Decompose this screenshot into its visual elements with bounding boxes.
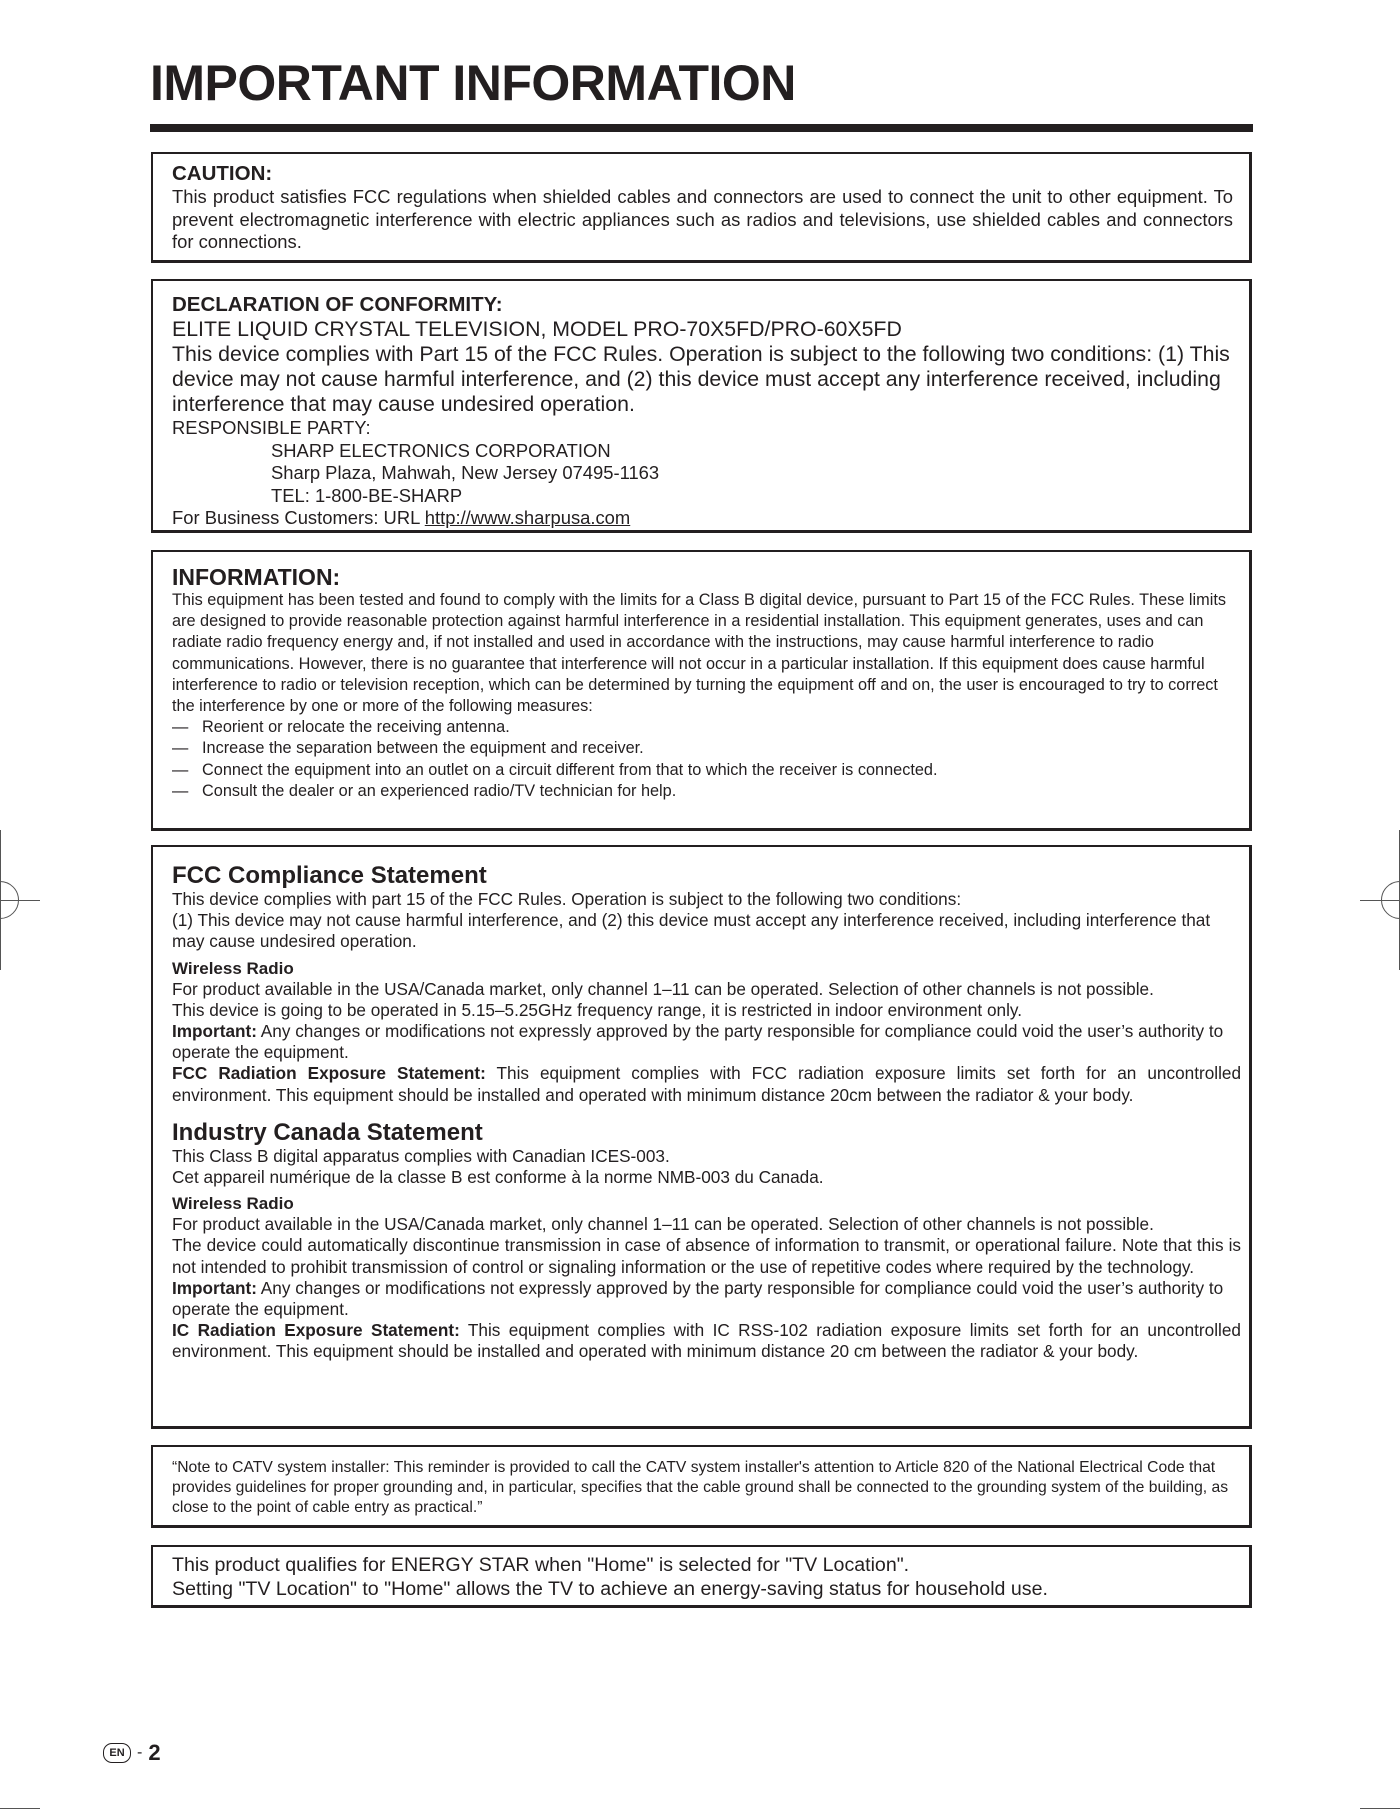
crop-mark-bottom-left xyxy=(0,1808,40,1809)
caution-box xyxy=(151,152,1252,263)
page-title: IMPORTANT INFORMATION xyxy=(150,55,796,111)
declaration-model: ELITE LIQUID CRYSTAL TELEVISION, MODEL PRO-70X5FD/PRO-60X5FD xyxy=(172,317,902,341)
crop-mark-bottom-right xyxy=(1360,1808,1400,1809)
measure-item: — Consult the dealer or an experienced radio/TV technician for help. xyxy=(172,781,1233,802)
canada-line1: This Class B digital apparatus complies with Canadian ICES-003. xyxy=(172,1145,670,1166)
dash: — xyxy=(172,760,189,779)
catv-box xyxy=(151,1445,1252,1528)
page-footer xyxy=(103,1740,161,1766)
measure-item: — Reorient or relocate the receiving antenna. xyxy=(172,717,1233,738)
fcc-exposure: FCC Radiation Exposure Statement: This equipment complies with FCC radiation exposure limits set forth for an uncontrolled environment. This equipment should be installed and operated with minimum distance 20cm between the radiator & your body. xyxy=(172,1063,1242,1105)
dash: — xyxy=(172,718,189,737)
fcc-line1: This device complies with part 15 of the FCC Rules. Operation is subject to the following two conditions: xyxy=(172,889,962,909)
caution-text: This product satisfies FCC regulations when shielded cables and connectors are used to connect the unit to other equipment. To prevent electromagnetic interference with electric appliances such as radios and televisions, use shielded cables and connectors for connections. xyxy=(172,186,1233,252)
responsible-tel: TEL: 1-800-BE-SHARP xyxy=(271,484,463,506)
fcc-heading: FCC Compliance Statement xyxy=(172,862,487,889)
canada-line2: Cet appareil numérique de la classe B est conforme à la norme NMB-003 du Canada. xyxy=(172,1167,824,1188)
canada-wireless-line2: The device could automatically discontinue transmission in case of absence of information to transmit, or operational failure. Note that this is not intended to prohibit transmission of control or signaling information or the use of repetitive codes where required by the technology. xyxy=(172,1235,1241,1277)
fcc-wireless-line1: For product available in the USA/Canada market, only channel 1–11 can be operated. Selection of other channels is not possible. xyxy=(172,978,1154,999)
declaration-text: This device complies with Part 15 of the FCC Rules. Operation is subject to the following two conditions: (1) This device may not cause harmful interference, and (2) this device must accept any interference received, including interference that may cause undesired operation. xyxy=(172,342,1230,416)
canada-wireless-heading: Wireless Radio xyxy=(172,1194,294,1214)
measure-item: — Increase the separation between the equipment and receiver. xyxy=(172,738,1233,759)
responsible-party-label: RESPONSIBLE PARTY: xyxy=(172,417,371,438)
language-badge: EN xyxy=(103,1743,131,1763)
catv-note: “Note to CATV system installer: This reminder is provided to call the CATV system installer's attention to Article 820 of the National Electrical Code that provides guidelines for proper grounding and, in particular, specifies that the cable ground shall be connected to the grounding system of the building, as close to the point of cable entry as practical.” xyxy=(172,1459,1229,1517)
footer-separator: - xyxy=(137,1744,143,1761)
page-number: 2 xyxy=(148,1740,161,1765)
declaration-heading: DECLARATION OF CONFORMITY: xyxy=(172,293,503,316)
dash: — xyxy=(172,739,189,758)
declaration-box xyxy=(151,279,1252,533)
information-heading: INFORMATION: xyxy=(172,564,341,590)
canada-exposure: IC Radiation Exposure Statement: This equipment complies with IC RSS-102 radiation exposure limits set forth for an uncontrolled environment. This equipment should be installed and operated with minimum distance 20 cm between the radiator & your body. xyxy=(172,1320,1241,1362)
registration-mark-left xyxy=(0,881,19,919)
energy-box xyxy=(151,1545,1252,1608)
canada-heading: Industry Canada Statement xyxy=(172,1118,483,1146)
business-line xyxy=(172,507,1233,530)
registration-mark-right xyxy=(1381,881,1400,919)
title-rule xyxy=(150,124,1253,132)
responsible-company: SHARP ELECTRONICS CORPORATION xyxy=(271,439,611,461)
business-url-link[interactable]: http://www.sharpusa.com xyxy=(424,507,631,528)
measure-item: — Connect the equipment into an outlet on a circuit different from that to which the receiver is connected. xyxy=(172,760,1233,781)
fcc-wireless-heading: Wireless Radio xyxy=(172,958,294,978)
energy-line2: Setting "TV Location" to "Home" allows the TV to achieve an energy-saving status for household use. xyxy=(172,1577,1048,1600)
dash: — xyxy=(172,781,189,800)
caution-heading: CAUTION: xyxy=(172,162,273,185)
information-box xyxy=(151,550,1252,831)
business-prefix: For Business Customers: URL xyxy=(172,507,425,528)
energy-line1: This product qualifies for ENERGY STAR when "Home" is selected for "TV Location". xyxy=(172,1554,910,1576)
fcc-important: Important: Any changes or modifications not expressly approved by the party responsible for compliance could void the user’s authority to operate the equipment. xyxy=(172,1021,1224,1063)
responsible-address: Sharp Plaza, Mahwah, New Jersey 07495-1163 xyxy=(271,462,660,483)
canada-important: Important: Any changes or modifications not expressly approved by the party responsible for compliance could void the user’s authority to operate the equipment. xyxy=(172,1277,1224,1320)
canada-wireless-line1: For product available in the USA/Canada market, only channel 1–11 can be operated. Selection of other channels is not possible. xyxy=(172,1214,1154,1235)
fcc-wireless-line2: This device is going to be operated in 5.15–5.25GHz frequency range, it is restricted in indoor environment only. xyxy=(172,999,1022,1020)
fcc-canada-box xyxy=(151,845,1252,1429)
fcc-line2: (1) This device may not cause harmful interference, and (2) this device must accept any interference received, including interference that may cause undesired operation. xyxy=(172,910,1211,952)
information-text: This equipment has been tested and found to comply with the limits for a Class B digital device, pursuant to Part 15 of the FCC Rules. These limits are designed to provide reasonable protection against harmful interference in a residential installation. This equipment generates, uses and can radiate radio frequency energy and, if not installed and used in accordance with the instructions, may cause harmful interference to radio communications. However, there is no guarantee that interference will not occur in a particular installation. If this equipment does cause harmful interference to radio or television reception, which can be determined by turning the equipment off and on, the user is encouraged to try to correct the interference by one or more of the following measures: xyxy=(172,591,1226,716)
